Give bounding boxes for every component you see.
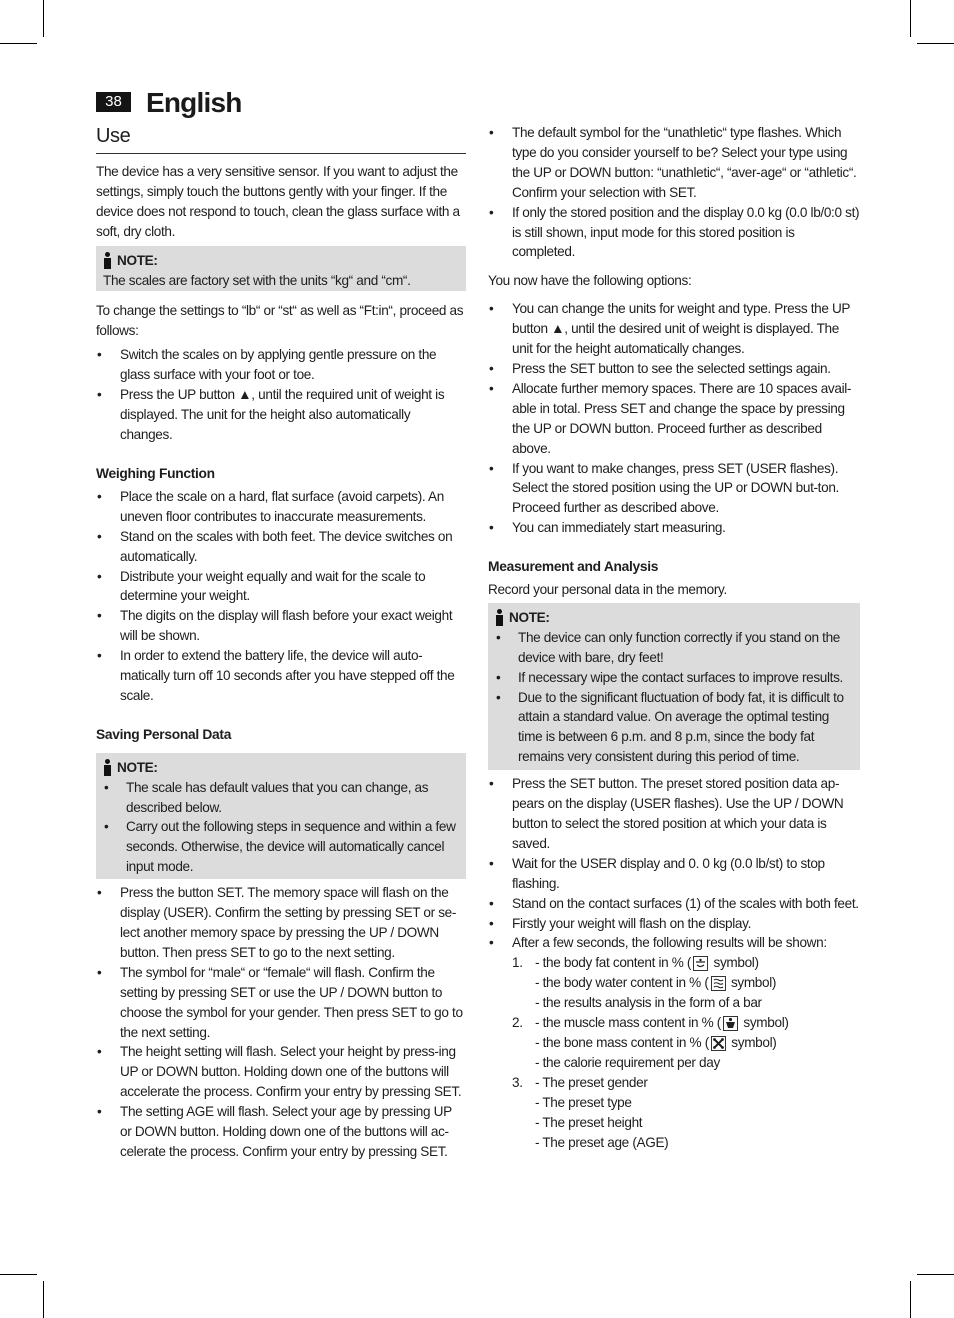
list-item xyxy=(96,527,466,567)
list-item xyxy=(96,1042,466,1102)
note-list xyxy=(103,778,459,878)
left-column xyxy=(96,122,466,1162)
result-line-text: - The preset gender xyxy=(535,1074,648,1090)
result-line-text: - the results analysis in the form of a bar xyxy=(535,995,762,1011)
bullet: • xyxy=(97,387,102,403)
result-line-text: - The preset height xyxy=(535,1114,643,1130)
list-item xyxy=(488,518,860,538)
result-line-text: - the calorie requirement per day xyxy=(535,1054,720,1070)
bullet: • xyxy=(97,648,102,664)
list-item xyxy=(495,668,853,688)
bullet: • xyxy=(97,568,102,584)
bullet: • xyxy=(97,608,102,624)
list-item xyxy=(488,379,860,459)
type-steps-list xyxy=(488,123,860,262)
change-intro: To change the settings to “lb“ or “st“ as well as “Ft:in“, proceed as follows: xyxy=(96,302,464,338)
bullet: • xyxy=(97,528,102,544)
bullet: • xyxy=(97,885,102,901)
result-line-text: symbol) xyxy=(710,955,759,971)
bullet: • xyxy=(489,360,494,376)
result-line-text: symbol) xyxy=(739,1015,789,1031)
bullet: • xyxy=(489,380,494,396)
list-item xyxy=(488,123,860,203)
list-item-text: If only the stored position and the display 0.0 kg (0.0 lb/0:0 st) is still shown, input mode for this stored position is completed. xyxy=(512,204,860,260)
list-item xyxy=(488,459,860,519)
list-item-text: The scale has default values that you can change, as described below. xyxy=(126,779,429,815)
note-box-units xyxy=(96,246,466,291)
bullet: • xyxy=(489,125,494,140)
list-item-text: Press the UP button ▲, until the required unit of weight is displayed. The unit for the height also automatically changes. xyxy=(120,387,445,443)
list-item-text: Stand on the contact surfaces (1) of the scales with both feet. xyxy=(512,895,859,911)
list-item-text: The device can only function correctly if you stand on the device with bare, dry feet! xyxy=(518,629,841,665)
result-line xyxy=(535,1073,860,1093)
results-group-number: 2. xyxy=(512,1015,523,1031)
result-line-text: symbol) xyxy=(727,1034,777,1050)
list-item xyxy=(96,646,466,706)
info-icon xyxy=(495,609,504,626)
list-item-text: Press the SET button. The preset stored position data ap-pears on the display (USER flashes). Use the UP / DOWN button to select the stored position at which your data is saved. xyxy=(512,776,844,851)
list-item xyxy=(103,778,459,818)
crop-mark xyxy=(0,1274,37,1275)
result-line xyxy=(535,1133,860,1153)
note-heading xyxy=(103,758,459,778)
list-item-text: Press the button SET. The memory space will flash on the display (USER). Confirm the setting by pressing SET or se-lect another memory space by pressing the UP / DOWN button. Then press SET to go to the next setting. xyxy=(120,885,457,960)
note-list xyxy=(495,628,853,767)
crop-mark xyxy=(910,0,911,37)
list-item-text: If you want to make changes, press SET (USER flashes). Select the stored position using the UP or DOWN but-ton. Proceed further as described above. xyxy=(512,460,839,516)
bullet: • xyxy=(496,689,501,705)
list-item xyxy=(495,688,853,768)
result-line xyxy=(535,1093,860,1113)
list-item-text: Carry out the following steps in sequence and within a few seconds. Otherwise, the device will automatically cancel input mode. xyxy=(126,819,456,875)
page-language-title: English xyxy=(146,87,242,118)
list-item-text: The height setting will flash. Select your height by press-ing UP or DOWN button. Holding down one of the buttons will accelerate the process. Confirm your entry by pressing SET. xyxy=(120,1044,462,1100)
list-item-text: Stand on the scales with both feet. The device switches on automatically. xyxy=(120,528,453,564)
list-item xyxy=(488,894,860,914)
result-line xyxy=(535,1113,860,1133)
weighing-function-heading: Weighing Function xyxy=(96,465,215,481)
muscle-mass-symbol-icon xyxy=(723,1016,738,1031)
bullet: • xyxy=(104,819,109,835)
crop-mark xyxy=(43,0,44,37)
list-item xyxy=(96,1102,466,1162)
list-item xyxy=(488,359,860,379)
result-line-text: symbol) xyxy=(727,975,777,991)
list-item-text: If necessary wipe the contact surfaces to improve results. xyxy=(518,669,843,685)
bullet: • xyxy=(489,301,494,317)
note-box-measure xyxy=(488,603,860,770)
result-line-text: - The preset age (AGE) xyxy=(535,1134,669,1150)
measurement-analysis-heading: Measurement and Analysis xyxy=(488,559,659,575)
result-line xyxy=(535,973,860,993)
result-line xyxy=(535,1033,860,1053)
list-item-text: In order to extend the battery life, the device will auto-matically turn off 10 seconds after you have stepped off the scale. xyxy=(120,648,455,703)
result-line-text: - the muscle mass content in % ( xyxy=(535,1015,721,1031)
bullet: • xyxy=(489,915,494,931)
right-column xyxy=(488,123,860,1152)
note-box-saving xyxy=(96,753,466,879)
result-line xyxy=(535,993,860,1013)
list-item-text: The default symbol for the “unathletic“ type flashes. Which type do you consider yourself to be? Select your type using the UP or DOWN button: “unathletic“, “aver-age“ or “athletic“. Confirm your selection with SET. xyxy=(512,125,857,200)
list-item xyxy=(96,487,466,527)
saving-steps-list xyxy=(96,883,466,1162)
change-steps-list xyxy=(96,345,466,445)
crop-mark xyxy=(43,1281,44,1318)
note-text: The scales are factory set with the units “kg“ and “cm“. xyxy=(103,272,411,288)
measure-intro: Record your personal data in the memory. xyxy=(488,582,727,598)
bullet: • xyxy=(489,935,494,951)
list-item xyxy=(96,963,466,1043)
results-group-2 xyxy=(512,1013,860,1073)
bullet: • xyxy=(97,1044,102,1060)
bullet: • xyxy=(97,1104,102,1120)
list-item xyxy=(96,385,466,445)
list-item-text: After a few seconds, the following results will be shown: xyxy=(512,935,827,951)
result-line-text: - The preset type xyxy=(535,1094,632,1110)
list-item-text: Distribute your weight equally and wait for the scale to determine your weight. xyxy=(120,568,426,604)
bullet: • xyxy=(489,520,494,536)
results-group-3 xyxy=(512,1073,860,1153)
crop-mark xyxy=(0,43,37,44)
note-label: NOTE: xyxy=(117,252,158,268)
list-item xyxy=(96,567,466,607)
list-item xyxy=(488,914,860,934)
result-line-text: - the bone mass content in % ( xyxy=(535,1034,709,1050)
list-item-text: Switch the scales on by applying gentle pressure on the glass surface with your foot or toe. xyxy=(120,347,437,383)
options-intro: You now have the following options: xyxy=(488,273,692,289)
section-title-use: Use xyxy=(96,122,466,154)
bullet: • xyxy=(97,488,102,504)
results-numbered-list xyxy=(512,953,860,1152)
bone-mass-symbol-icon xyxy=(711,1036,726,1051)
list-item-text: Wait for the USER display and 0. 0 kg (0.0 lb/st) to stop flashing. xyxy=(512,855,825,891)
results-group-1 xyxy=(512,953,860,1013)
list-item xyxy=(488,299,860,359)
info-icon xyxy=(103,252,112,269)
list-item-text: You can immediately start measuring. xyxy=(512,520,726,536)
bullet: • xyxy=(97,964,102,980)
result-line xyxy=(535,1013,860,1033)
list-item xyxy=(96,345,466,385)
list-item-text: Press the SET button to see the selected settings again. xyxy=(512,360,831,376)
note-heading xyxy=(495,608,853,628)
list-item-text: Allocate further memory spaces. There are 10 spaces avail-able in total. Press SET and change the space by pressing the UP or DOWN button. Proceed further as described above. xyxy=(512,380,852,456)
note-label: NOTE: xyxy=(117,759,158,775)
list-item xyxy=(96,606,466,646)
saving-personal-data-heading: Saving Personal Data xyxy=(96,726,232,742)
note-heading xyxy=(103,251,459,271)
list-item xyxy=(103,817,459,877)
info-icon xyxy=(103,759,112,776)
body-water-symbol-icon xyxy=(711,976,726,991)
bullet: • xyxy=(489,855,494,871)
bullet: • xyxy=(489,204,494,220)
crop-mark xyxy=(917,1274,954,1275)
result-line-text: - the body water content in % ( xyxy=(535,975,709,991)
measure-steps-list xyxy=(488,774,860,1152)
results-group-number: 1. xyxy=(512,955,523,971)
list-item-text: The symbol for “male“ or “female“ will flash. Confirm the setting by pressing SET or use the UP / DOWN button to choose the symbol for your gender. Then press SET to go to the next setting. xyxy=(120,964,463,1040)
list-item xyxy=(488,774,860,854)
bullet: • xyxy=(496,669,501,685)
note-label: NOTE: xyxy=(509,609,550,625)
body-fat-symbol-icon xyxy=(693,956,708,971)
list-item xyxy=(488,854,860,894)
page-number: 38 xyxy=(96,92,131,112)
bullet: • xyxy=(489,895,494,911)
list-item-text: The digits on the display will flash before your exact weight will be shown. xyxy=(120,608,453,644)
bullet: • xyxy=(97,347,102,363)
list-item xyxy=(488,933,860,1152)
result-line xyxy=(535,1053,860,1073)
result-line xyxy=(535,953,860,973)
result-line-text: - the body fat content in % ( xyxy=(535,955,692,971)
bullet: • xyxy=(489,776,494,792)
bullet: • xyxy=(496,629,501,645)
crop-mark xyxy=(910,1281,911,1318)
bullet: • xyxy=(489,460,494,476)
weighing-list xyxy=(96,487,466,706)
results-group-number: 3. xyxy=(512,1074,523,1090)
intro-paragraph: The device has a very sensitive sensor. If you want to adjust the settings, simply touch the buttons gently with your finger. If the device does not respond to touch, clean the glass surface with a soft, dry cloth. xyxy=(96,164,460,239)
list-item-text: Due to the significant fluctuation of body fat, it is difficult to attain a standard value. On average the optimal testing time is between 6 p.m. and 8 p.m, since the body fat remains very consistent during this period of time. xyxy=(518,689,844,765)
list-item-text: Place the scale on a hard, flat surface (avoid carpets). An uneven floor contributes to inaccurate measurements. xyxy=(120,488,444,524)
options-list xyxy=(488,299,860,538)
list-item xyxy=(96,883,466,963)
list-item xyxy=(495,628,853,668)
bullet: • xyxy=(104,779,109,795)
list-item-text: You can change the units for weight and type. Press the UP button ▲, until the desired unit of weight is displayed. The unit for the height automatically changes. xyxy=(512,301,850,357)
list-item-text: The setting AGE will flash. Select your age by pressing UP or DOWN button. Holding down one of the buttons will ac-celerate the process. Confirm your entry by pressing SET. xyxy=(120,1104,452,1159)
list-item-text: Firstly your weight will flash on the display. xyxy=(512,915,752,931)
list-item xyxy=(488,203,860,263)
crop-mark xyxy=(917,43,954,44)
